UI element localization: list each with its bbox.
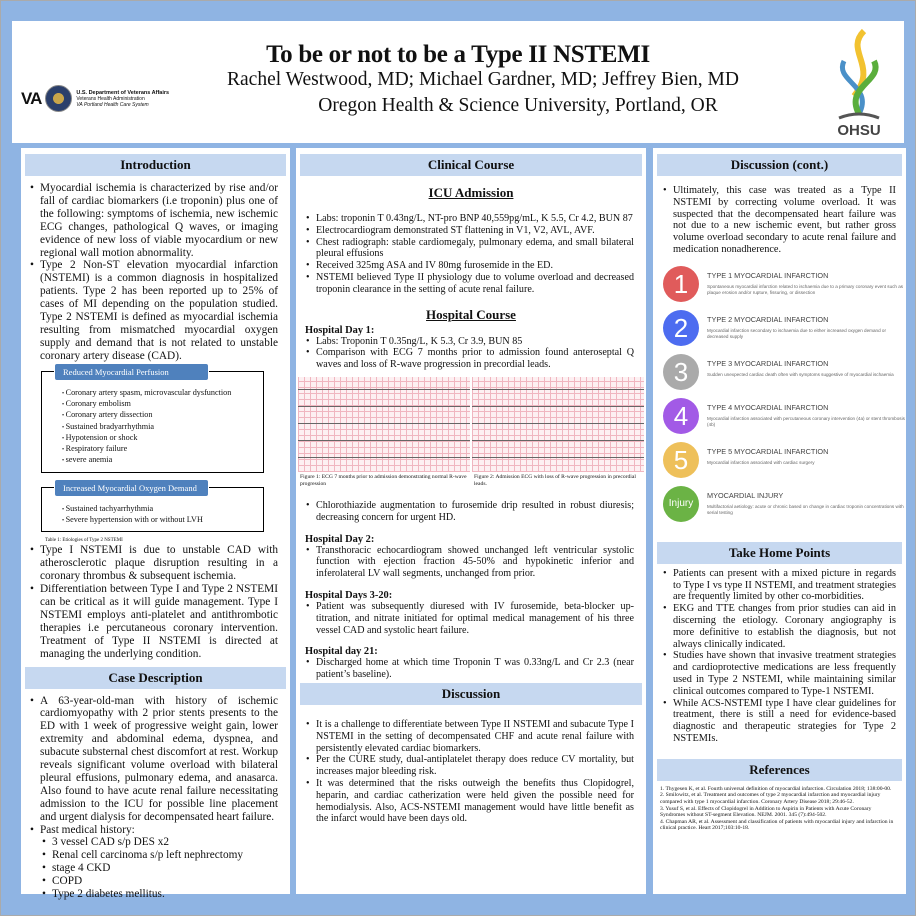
- discussion-cont-heading: Discussion (cont.): [657, 154, 902, 176]
- intro-bullet: • Type 2 Non-ST elevation myocardial infarction (NSTEMI) is a common diagnosis in hospitalized patients. Type 2 has been reported up to 25% of cases of MI depending on the population studied. Type 2 NSTEMI is defined as myocardial ischemia resulting from mismatched myocardial oxygen supply and demand that is not related to unstable coronary artery disease (CAD).: [27, 259, 278, 362]
- day21-bullet: • Discharged home at which time Troponin T was 0.33ng/L and Cr 2.3 (near patient’s baseline).: [303, 657, 634, 681]
- table-caption: Table 1: Etiologies of Type 2 NSTEMI: [45, 538, 123, 544]
- references-heading: References: [657, 759, 902, 781]
- mi-type-title: MYOCARDIAL INJURY: [707, 490, 784, 500]
- day1-bullet: • Chlorothiazide augmentation to furosemide drip resulted in robust diuresis; decreasing concern for urgent HD.: [303, 500, 634, 524]
- demand-item: • Severe hypertension with or without LVH: [62, 515, 259, 526]
- icu-bullet: • Received 325mg ASA and IV 80mg furosemide in the ED.: [303, 260, 634, 272]
- etiology-tab-perfusion: Reduced Myocardial Perfusion: [54, 363, 209, 381]
- va-vha: Veterans Health Administration: [76, 95, 145, 102]
- pmh-item: • Renal cell carcinoma s/p left nephrectomy: [39, 849, 278, 862]
- mi-type-badge: 1: [663, 266, 699, 302]
- va-abbr: VA: [21, 88, 42, 108]
- perfusion-item: • Hypotension or shock: [62, 433, 259, 444]
- perfusion-item: • severe anemia: [62, 455, 259, 466]
- va-portland: VA Portland Health Care System: [76, 101, 149, 108]
- pmh-item: • COPD: [39, 875, 278, 888]
- etiology-tab-demand: Increased Myocardial Oxygen Demand: [54, 479, 209, 497]
- perfusion-item: • Coronary artery spasm, microvascular dysfunction: [62, 388, 259, 399]
- intro-bullet: • Differentiation between Type I and Type 2 NSTEMI can be critical as it will guide management. Type I NSTEMI employs anti-platelet and antithrombotic therapies i.e percutaneous coronary intervention. Treatment of Type II NSTEMI is directed at managing the underlying condition.: [27, 583, 278, 660]
- icu-bullet-list: [296, 201, 646, 296]
- discussion-bullet: • It is a challenge to differentiate between Type II NSTEMI and subacute Type I NSTEMI in the setting of decompensated CHF and acute renal failure with persistently elevated cardiac biomarkers.: [303, 719, 634, 754]
- day1-bullet: • Labs: Troponin T 0.35ng/L, K 5.3, Cr 3.9, BUN 85: [303, 336, 634, 348]
- mi-type-item: [663, 442, 906, 482]
- ecg-figure-2: [472, 377, 644, 472]
- discussion-bullet-list: [296, 705, 646, 825]
- mi-type-description: Myocardial infarction associated with cardiac surgery: [707, 459, 815, 465]
- figure-2-caption: Figure 2: Admission ECG with loss of R-wave progression in precordial leads.: [474, 473, 636, 487]
- mi-type-badge: 4: [663, 398, 699, 434]
- va-dept: U.S. Department of Veterans Affairs: [76, 89, 170, 96]
- mi-type-title: TYPE 5 MYOCARDIAL INFARCTION: [707, 446, 829, 456]
- poster-header: [12, 21, 904, 143]
- mi-type-item: [663, 398, 906, 438]
- mi-type-description: Multifactorial aetiology: acute or chronic based on change in cardiac troponin concentrations with serial testing: [707, 503, 904, 515]
- icu-bullet: • Chest radiograph: stable cardiomegaly, pulmonary edema, and small bilateral pleural effusions: [303, 237, 634, 261]
- mi-type-title: TYPE 4 MYOCARDIAL INFARCTION: [707, 402, 829, 412]
- reference-item: 3. Yusuf S, et al. Effects of Clopidogrel in Addition to Aspirin in Patients with Acute Coronary Syndromes without ST-segment Elevation. NEJM. 2001. 345 (7):494-502.: [660, 805, 872, 819]
- pmh-item: • stage 4 CKD: [39, 862, 278, 875]
- ohsu-flame-icon: [824, 26, 894, 121]
- mi-type-badge: 5: [663, 442, 699, 478]
- take-home-bullet-list: [653, 564, 906, 745]
- case-bullet: • Past medical history:: [27, 824, 278, 837]
- icu-heading: ICU Admission: [428, 185, 514, 200]
- mi-type-description: Spontaneous myocardial infarction related to ischaemia due to a primary coronary event such as plaque erosion and/or rupture, fissuring, or dissection: [707, 283, 904, 295]
- references-list: [653, 781, 906, 832]
- day1-bullet: • Comparison with ECG 7 months prior to admission found anteroseptal Q waves and loss of R-wave progression in precordial leads.: [303, 347, 634, 371]
- column-middle: [296, 148, 646, 894]
- discussion-heading: Discussion: [300, 683, 642, 705]
- case-heading: Case Description: [25, 667, 286, 689]
- icu-bullet: • Electrocardiogram demonstrated ST flattening in V1, V2, AVL, AVF.: [303, 225, 634, 237]
- mi-type-title: TYPE 2 MYOCARDIAL INFARCTION: [707, 314, 829, 324]
- demand-item: • Sustained tachyarrhythmia: [62, 504, 259, 515]
- case-bullet-list: [21, 689, 290, 837]
- perfusion-item-list: [42, 372, 263, 472]
- icu-bullet: • Labs: troponin T 0.43ng/L, NT-pro BNP 40,559pg/mL, K 5.5, Cr 4.2, BUN 87: [303, 213, 634, 225]
- clinical-course-heading: Clinical Course: [300, 154, 642, 176]
- intro-bullet: • Myocardial ischemia is characterized by rise and/or fall of cardiac biomarkers (i.e troponin) plus one of the following: symptoms of ischemia, new ischemic ECG changes, pathological Q waves, or imaging evidence of new loss of viable myocardium or new regional wall motion abnormality.: [27, 182, 278, 259]
- day3-bullet-list: [296, 601, 646, 636]
- mi-type-description: Sudden unexpected cardiac death often with symptoms suggestive of myocardial ischaemia: [707, 371, 894, 377]
- perfusion-item: • Coronary artery dissection: [62, 410, 259, 421]
- day3-bullet: • Patient was subsequently diuresed with IV furosemide, beta-blocker up-titration, and nitrate initiated for optimal medical management of his three vessel CAD and systolic heart failure.: [303, 601, 634, 636]
- mi-type-title: TYPE 1 MYOCARDIAL INFARCTION: [707, 270, 829, 280]
- discussion-bullet: • It was determined that the risks outweigh the benefits thus Clopidogrel, heparin, and cardiac catherization were held given the possible need for hemodialysis. Also, ACS-NSTEMI management would have little benefit as the infarct would have been days old.: [303, 778, 634, 825]
- day3-heading: Hospital Days 3-20:: [305, 589, 393, 601]
- reference-item: 2. Smilowitz, et al. Treatment and outcomes of type 2 myocardial infarction and myocardial injury compared with type 1 myocardial infarction. Coronary Artery Disease 2018; 29:46-52.: [660, 792, 881, 805]
- etiology-box-perfusion: [41, 366, 264, 473]
- day21-heading: Hospital day 21:: [305, 646, 378, 658]
- pmh-item: • 3 vessel CAD s/p DES x2: [39, 836, 278, 849]
- reference-item: 4. Chapman AR, et al. Assessment and classification of patients with myocardial injury and infarction in clinical practice. Heart 2017;103:10-18.: [660, 818, 894, 832]
- day1-bullet-list: [296, 488, 646, 524]
- mi-type-title: TYPE 3 MYOCARDIAL INFARCTION: [707, 358, 829, 368]
- authors: Rachel Westwood, MD; Michael Gardner, MD; Jeffrey Bien, MD: [227, 69, 739, 90]
- icu-bullet: • NSTEMI believed Type II physiology due to volume overload and decreased troponin clearance in the setting of acute renal failure.: [303, 272, 634, 296]
- column-right: [653, 148, 906, 894]
- mi-type-item: [663, 266, 906, 306]
- take-home-heading: Take Home Points: [657, 542, 902, 564]
- reference-item: 1. Thygesen K, et al. Fourth universal definition of myocardial infarction. Circulation 2018; 138:00-00.: [660, 785, 892, 792]
- mi-type-description: Myocardial infarction associated with percutaneous coronary intervention (4a) or stent thrombosis (4b): [707, 415, 905, 427]
- take-home-bullet: • Studies have shown that invasive treatment strategies and cardioprotective medications are less frequently used in Type 2 NSTEMI, while maintaining similar clinical outcomes compared to Type-1 NSTEMI.: [660, 650, 896, 697]
- ohsu-text: OHSU: [837, 122, 881, 139]
- ohsu-logo: [824, 26, 894, 141]
- mi-type-badge: 2: [663, 310, 699, 346]
- perfusion-item: • Respiratory failure: [62, 444, 259, 455]
- case-bullet: • A 63-year-old-man with history of ischemic cardiomyopathy with 2 prior stents presents to the ED with 1 week of progressive weight gain, lower extremity and abdominal edema, dyspnea, and subacute substernal chest discomfort at rest. Workup reveals significant volume overload with bilateral pleural effusions, pulmonary edema, and anasarca. Also found to have acute renal failure necessitating admission to the ICU for possible line placement and urgent dialysis for decompensated heart failure.: [27, 695, 278, 824]
- mi-type-item: [663, 310, 906, 350]
- mi-type-item: [663, 354, 906, 394]
- ecg-figure-1: [298, 377, 470, 472]
- take-home-bullet: • Patients can present with a mixed picture in regards to Type I vs type II NSTEMI, and treatment strategies are frequently limited by other co-morbidities.: [660, 568, 896, 603]
- mi-type-badge: 3: [663, 354, 699, 390]
- perfusion-item: • Coronary embolism: [62, 399, 259, 410]
- intro-bullet: • Type I NSTEMI is due to unstable CAD with atherosclerotic plaque disruption resulting in a coronary thrombus & subsequent ischemia.: [27, 544, 278, 583]
- figure-1-caption: Figure 1: ECG 7 months prior to admission demonstrating normal R-wave progression: [300, 473, 467, 487]
- column-left: [21, 148, 290, 901]
- day1-bullet-list: [296, 336, 646, 371]
- day1-heading: Hospital Day 1:: [305, 324, 375, 336]
- mi-type-badge: Injury: [663, 486, 699, 522]
- take-home-bullet: • EKG and TTE changes from prior studies can aid in discerning the etiology. Coronary angiography is more definitive to establish the diagnosis, but not always clinically indicated.: [660, 603, 896, 650]
- day21-bullet-list: [296, 657, 646, 681]
- etiology-box-demand: [41, 482, 264, 533]
- discussion-cont-bullet: • Ultimately, this case was treated as a Type II NSTEMI by correcting volume overload. It was suspected that the decompensated heart failure was not due to a new ischemic event, but rather gross volume overload secondary to acute renal failure and medication nonadherence.: [660, 185, 896, 256]
- pmh-item-list: [21, 836, 290, 901]
- mi-type-item: [663, 486, 906, 526]
- intro-bullet-list: [21, 543, 290, 660]
- day2-bullet: • Transthoracic echocardiogram showed unchanged left ventricular systolic function with ejection fraction 45-50% and hypokinetic inferior and inferolateral LV wall segments, unchanged from prior.: [303, 545, 634, 580]
- intro-bullet-list: [21, 176, 290, 363]
- introduction-heading: Introduction: [25, 154, 286, 176]
- mi-types-list: [653, 266, 906, 526]
- day2-bullet-list: [296, 545, 646, 580]
- perfusion-item: • Sustained bradyarrhythmia: [62, 422, 259, 433]
- discussion-cont-bullet-list: [653, 176, 906, 256]
- take-home-bullet: • While ACS-NSTEMI type I have clear guidelines for treatment, there is still a need for evidence-based diagnostic and therapeutic strategies for Type 2 NSTEMIs.: [660, 698, 896, 745]
- discussion-bullet: • Per the CURE study, dual-antiplatelet therapy does reduce CV mortality, but increases major bleeding risk.: [303, 754, 634, 778]
- institution: Oregon Health & Science University, Portland, OR: [318, 95, 718, 116]
- day2-heading: Hospital Day 2:: [305, 533, 375, 545]
- mi-type-description: Myocardial infarction secondary to ischaemia due to either increased oxygen demand or decreased supply: [707, 327, 886, 339]
- pmh-item: • Type 2 diabetes mellitus.: [39, 888, 278, 901]
- poster-title: To be or not to be a Type II NSTEMI: [266, 41, 650, 68]
- hospital-course-heading: Hospital Course: [426, 306, 516, 322]
